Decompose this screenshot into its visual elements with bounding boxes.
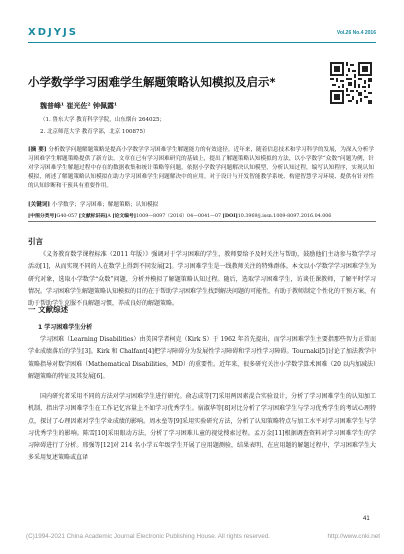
qr-code-icon — [330, 62, 372, 104]
classification-line — [28, 212, 374, 219]
subsection-1-heading: 1 学习困难学生分析 — [38, 324, 93, 331]
abstract — [28, 146, 374, 191]
id-value: 1009—8097（2016）04—0041—07 — [136, 214, 222, 219]
section-1-heading: 一 文献综述 — [28, 305, 69, 314]
abstract-text: 分析数学问题解题策略是提高小学数学学习困难学生解题能力的有效途径。近年来，随着信息技术和学习科学的发展，为深入分析学习困难学生解题策略提供了新方法。文章在已有学习困难研究的基础上，提出了解题策略认知模拟的方法，以小学数学“众数”问题为例，针对学习困难学生解题过程中存在的数据收集和统计策略等问题，依据小学数学问题解决认知模型，分析认知过程，编写认知程序，实现认知模拟，阐述了解题策略认知模拟在助力学习困难学生问题解决中的应用。对于设计与开发智能教学系统、构建智慧学习环境、提供有针对性的认知诊断和干预具有重要作用。 — [28, 147, 374, 190]
intro-heading: 引言 — [28, 237, 43, 246]
abstract-divider — [28, 221, 376, 222]
doc-value: A — [107, 214, 111, 219]
clc-value: G40-057 — [56, 214, 78, 219]
page-footer — [26, 533, 380, 540]
clc-label: [中图分类号] — [28, 213, 57, 219]
journal-logo: XDJYJS — [28, 27, 78, 38]
abstract-label: [摘 要] — [28, 147, 47, 153]
doi-value: 10.3969/j.issn.1009-8097.2016.04.006 — [237, 214, 332, 219]
page-number: 41 — [363, 516, 370, 522]
section-1-paragraph-2: 国内研究者采用不同的方法对学习困难学生进行研究。俞志成等[7]采用两因素混合实验设计，分析了学习困难学生的认知加工机制，指出学习困难学生在工作记忆容量上不如学习优秀学生。宿淑华等[8]对比分析了学习困难学生与学习优秀学生的考试心理特点，探讨了心理因素对学生学业成绩的影响。周永垒等[9]采用实验研究方法，分析了认知策略特点与加工水平对学习困难学生与学习优秀学生的影响。陈雪[10]采用眼动方法，分析了学习困难儿童的视觉搜索过程。孟万金[11]根据调查资料对学习困难学生的学习障碍进行了分析。邢强等[12]对 214 名小学五年级学生开展了应用题测验，结果表明，在应用题的解题过程中，学习困难学生大多采用复述策略或直译 — [28, 393, 376, 462]
author-list: 魏普峰¹ 崔光佐² 钟佩露¹ — [40, 101, 118, 110]
keywords — [28, 200, 374, 208]
journal-header — [28, 27, 376, 41]
keywords-text: 小学数学；学习困难；解题策略；认知模拟 — [51, 202, 159, 208]
keywords-label: [关键词] — [28, 202, 51, 208]
header-divider — [28, 42, 376, 43]
section-1-paragraph-1: 学习困难（Learning Disabilities）由美国学者柯克（Kirk S）于 1962 年首先提出，而学习困难学生主要指那些智力正常而学业成绩落后的学生[3]。Kirk 和 Chalfant[4]把学习障碍分为发展性学习障碍和学习性学习障碍。Tournaki[5]讨论了加法教学中策略指导对数学困难（Mathematical Disabilities，MD）的重要性。近年来，很多研究关注小学数学算术困难（20 以内加减法）解题策略的特征及其发展[6]。 — [28, 336, 376, 380]
article-title: 小学数学学习困难学生解题策略认知模拟及启示* — [28, 75, 276, 89]
doc-label: [文献标识码] — [78, 213, 108, 219]
id-label: [论文编号] — [112, 213, 137, 219]
copyright-text: (C)1994-2021 China Academic Journal Electronic Publishing House. All rights reserved. — [26, 533, 270, 540]
doi-label: [DOI] — [222, 213, 238, 219]
footer-url: http://www.cnki.net — [327, 533, 380, 540]
affiliation-1: （1. 鲁东大学 教育科学学院，山东烟台 264025； — [40, 117, 165, 123]
affiliation-2: 2. 北京师范大学 教育学部，北京 100875） — [40, 129, 149, 135]
intro-paragraph: 《义务教育数学课程标准（2011 年版）》强调对于学习困难的学生，教师要给予及时关注与帮助，鼓励他们主动参与数学学习活动[1]，从而实现不同的人在数学上得到不同发展[2]。学习困难学生是一线教师关注的特殊群体。本文以小学数学学习困难学生为研究对象，选取小学数学“众数”问题，分析并模拟了解题策略认知过程。随后，选取学习困难学生，访谈任课教师，了解平时学习情况。学习困难学生解题策略认知模拟的目的在于帮助学习困难学生找到解决问题的可能性，有助于教师制定个性化的干预方案，有助于帮助学生克服不良解题习惯，养成良好的解题策略。 — [28, 251, 377, 308]
volume-info: Vol.26 No.4 2016 — [336, 30, 376, 36]
